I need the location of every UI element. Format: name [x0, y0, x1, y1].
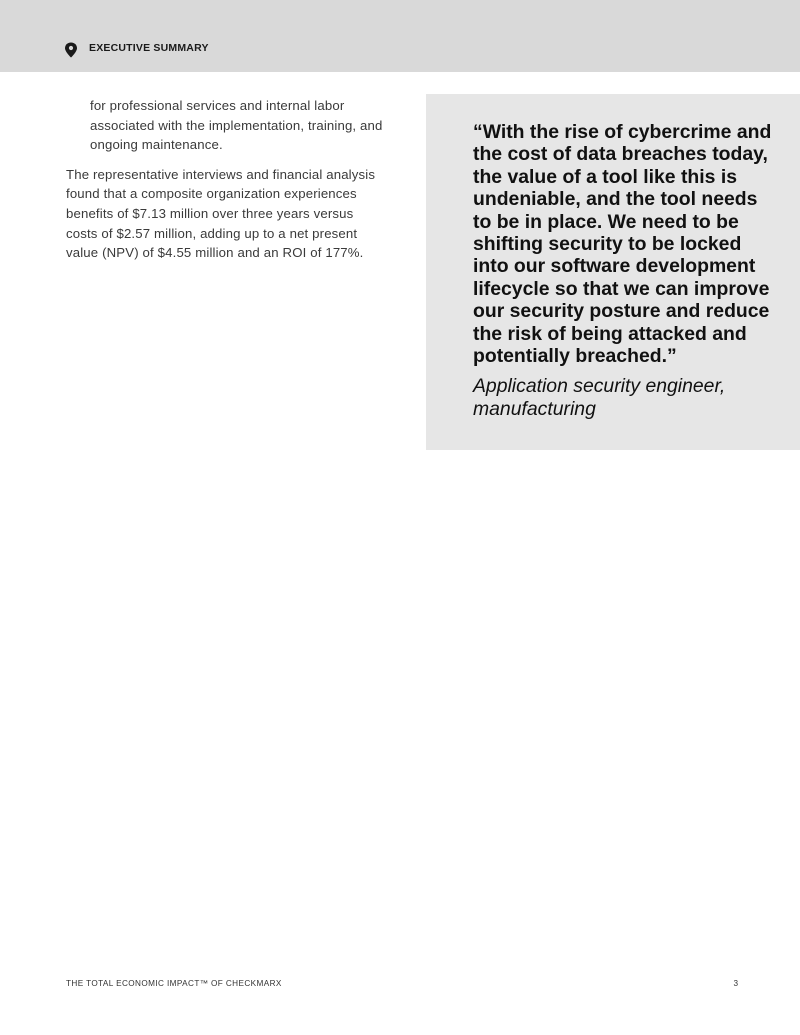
- bullet-continuation-text: for professional services and internal labor associated with the implementation, training, and ongoing maintenance.: [90, 98, 383, 153]
- section-label: EXECUTIVE SUMMARY: [89, 42, 209, 54]
- quote-attribution: Application security engineer, manufacturing: [473, 375, 726, 420]
- body-column: [66, 96, 386, 273]
- header-band: [0, 0, 800, 72]
- pull-quote-text: “With the rise of cybercrime and the cost of data breaches today, the value of a tool like this is undeniable, and the tool needs to be in place. We need to be shifting security to be locked into our software development lifecycle so that we can improve our security posture and reduce the risk of being attacked and potentially breached.”: [473, 121, 772, 368]
- page-number: 3: [733, 979, 738, 988]
- map-pin-icon: [64, 42, 78, 58]
- pull-quote-box: [426, 94, 800, 450]
- footer-title: THE TOTAL ECONOMIC IMPACT™ OF CHECKMARX: [66, 979, 282, 988]
- summary-paragraph: The representative interviews and financial analysis found that a composite organization experiences benefits of $7.13 million over three years versus costs of $2.57 million, adding up to a net present value (NPV) of $4.55 million and an ROI of 177%.: [66, 166, 376, 261]
